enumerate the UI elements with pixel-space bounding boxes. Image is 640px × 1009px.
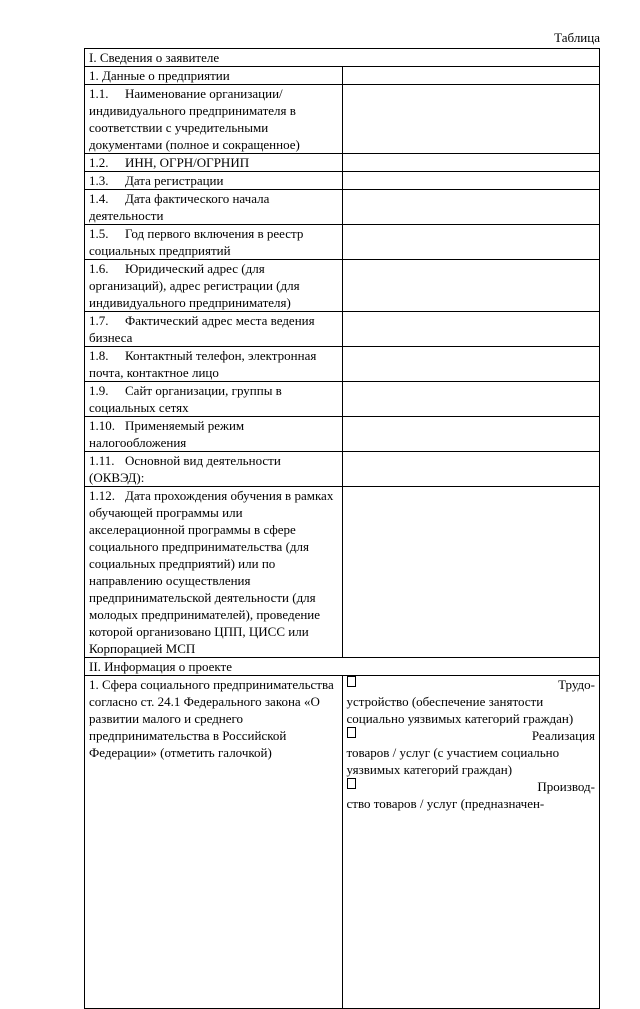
field-label-cell [85, 452, 343, 487]
table-row [85, 452, 600, 487]
table-row [85, 154, 600, 172]
table-row [85, 382, 600, 417]
options-cell [342, 676, 600, 1009]
field-number: 1.3. [89, 173, 109, 188]
field-number: 1.9. [89, 383, 109, 398]
answer-cell[interactable] [342, 172, 600, 190]
option-label-rest: ство товаров / услуг (предназначен- [346, 796, 545, 811]
field-label-cell [85, 347, 343, 382]
answer-cell[interactable] [342, 225, 600, 260]
applicant-form-table [84, 48, 600, 1009]
table-row [85, 676, 600, 1009]
field-label-cell [85, 417, 343, 452]
field-label: Дата регистрации [125, 173, 224, 188]
field-label: Контактный телефон, электронная почта, контактное лицо [89, 348, 317, 380]
answer-cell[interactable] [342, 417, 600, 452]
field-label-cell [85, 312, 343, 347]
table-row [85, 347, 600, 382]
answer-cell[interactable] [342, 347, 600, 382]
answer-cell[interactable] [342, 487, 600, 658]
answer-cell[interactable] [342, 154, 600, 172]
field-label-cell: 1. Сфера социального предпринимательства согласно ст. 24.1 Федерального закона «О развитии малого и среднего предпринимательства в Российской Федерации» (отметить галочкой) [85, 676, 343, 1009]
answer-cell[interactable] [342, 260, 600, 312]
field-label-cell [85, 225, 343, 260]
section-header-row [85, 49, 600, 67]
answer-cell[interactable] [342, 382, 600, 417]
field-number: 1.10. [89, 418, 115, 433]
field-label-cell [85, 190, 343, 225]
field-label: Дата фактического начала деятельности [89, 191, 270, 223]
answer-cell[interactable] [342, 452, 600, 487]
section-1-title: I. Сведения о заявителе [85, 49, 600, 67]
field-label-cell [85, 154, 343, 172]
table-row [85, 417, 600, 452]
answer-cell[interactable] [342, 312, 600, 347]
table-row [85, 260, 600, 312]
field-label-cell [85, 382, 343, 417]
field-label: Юридический адрес (для организаций), адрес регистрации (для индивидуального предпринимателя) [89, 261, 300, 310]
checkbox-option[interactable] [347, 676, 596, 727]
table-row [85, 172, 600, 190]
field-number: 1.8. [89, 348, 109, 363]
field-number: 1.11. [89, 453, 115, 468]
table-caption: Таблица [554, 30, 600, 45]
field-label: Дата прохождения обучения в рамках обучающей программы или акселерационной программы в сфере социального предпринимательства (для социальных предприятий) или по направлению осуществления предпринимательской деятельности (для молодых предпринимателей), проведение которой организовано ЦПП, ЦИСС или Корпорацией МСП [89, 488, 334, 656]
option-label-head: Реализация [531, 728, 595, 743]
field-label-cell [85, 487, 343, 658]
checkbox-option[interactable] [347, 727, 596, 778]
section-header-row [85, 658, 600, 676]
field-number: 1.12. [89, 488, 115, 503]
checkbox-option[interactable] [347, 778, 596, 812]
field-label: Применяемый режим налогообложения [89, 418, 245, 450]
field-label-cell [85, 172, 343, 190]
field-label: Фактический адрес места ведения бизнеса [89, 313, 315, 345]
field-label: Год первого включения в реестр социальных предприятий [89, 226, 304, 258]
table-row [85, 85, 600, 154]
checkbox-icon[interactable] [347, 778, 356, 789]
field-label: Наименование организации/ индивидуального предпринимателя в соответствии с учредительными документами (полное и сокращенное) [89, 86, 300, 152]
field-number: 1.4. [89, 191, 109, 206]
table-row [85, 312, 600, 347]
field-number: 1.1. [89, 86, 109, 101]
checkbox-icon[interactable] [347, 676, 356, 687]
option-label-rest: устройство (обеспечение занятости социально уязвимых категорий граждан) [346, 694, 574, 726]
field-label: Основной вид деятельности (ОКВЭД): [89, 453, 281, 485]
field-label-cell [85, 260, 343, 312]
field-label-cell [85, 85, 343, 154]
answer-cell[interactable] [342, 85, 600, 154]
field-number: 1.6. [89, 261, 109, 276]
field-number: 1.5. [89, 226, 109, 241]
subsection-header-row [85, 67, 600, 85]
field-number: 1.2. [89, 155, 109, 170]
table-row [85, 225, 600, 260]
field-label: ИНН, ОГРН/ОГРНИП [125, 155, 250, 170]
field-number: 1.7. [89, 313, 109, 328]
field-label: Сайт организации, группы в социальных сетях [89, 383, 282, 415]
answer-cell[interactable] [342, 67, 600, 85]
section-2-title: II. Информация о проекте [85, 658, 600, 676]
table-row [85, 487, 600, 658]
answer-cell[interactable] [342, 190, 600, 225]
subsection-1-title: 1. Данные о предприятии [85, 67, 343, 85]
table-row [85, 190, 600, 225]
checkbox-icon[interactable] [347, 727, 356, 738]
option-label-head: Трудо- [558, 677, 595, 692]
option-label-rest: товаров / услуг (с участием социально уязвимых категорий граждан) [346, 745, 560, 777]
option-label-head: Производ- [537, 779, 595, 794]
